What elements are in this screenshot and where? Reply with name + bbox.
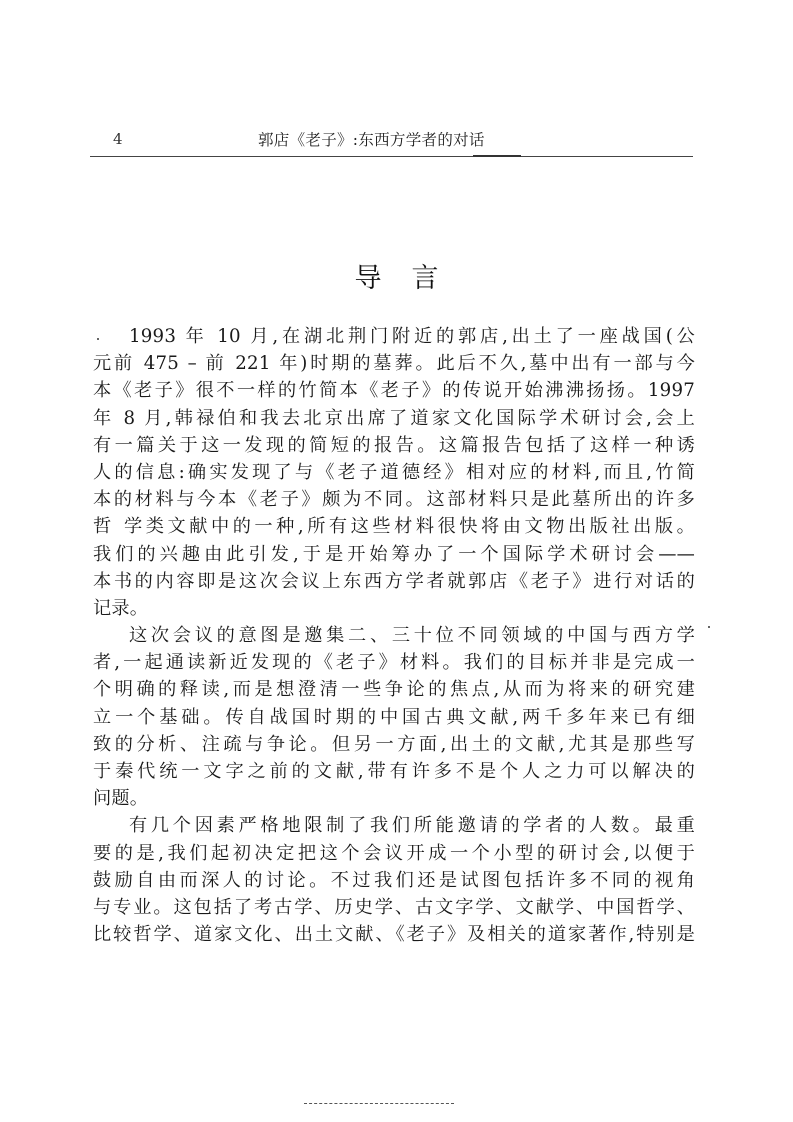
chapter-title: 导言 — [354, 263, 469, 295]
text-line: 问题。 — [93, 788, 149, 810]
text-line: 致的分析、注疏与争论。但另一方面,出土的文献,尤其是那些写 — [93, 733, 695, 755]
text-line: 与专业。这包括了考古学、历史学、古文字学、文献学、中国哲学、 — [93, 896, 695, 918]
text-line: 哲 学类文献中的一种,所有这些材料很快将由文物出版社出版。 — [93, 516, 695, 538]
text-line: 者,一起通读新近发现的《老子》材料。我们的目标并非是完成一 — [93, 652, 695, 674]
text-line: 元前 475 – 前 221 年)时期的墓葬。此后不久,墓中出有一部与今 — [93, 353, 695, 375]
running-header — [0, 128, 793, 158]
text-line: 本书的内容即是这次会议上东西方学者就郭店《老子》进行对话的 — [93, 570, 695, 592]
text-line: 于秦代统一文字之前的文献,带有许多不是个人之力可以解决的 — [93, 761, 695, 782]
header-rule — [90, 156, 693, 157]
text-line: 鼓励自由而深人的讨论。不过我们还是试图包括许多不同的视角 — [93, 869, 695, 891]
text-line: 有几个因素严格地限制了我们所能邀请的学者的人数。最重 — [129, 815, 695, 837]
text-line: 年 8 月,韩禄伯和我去北京出席了道家文化国际学术研讨会,会上 — [93, 407, 695, 429]
text-line: 立一个基础。传自战国时期的中国古典文献,两千多年来已有细 — [93, 706, 695, 728]
paragraph — [93, 323, 695, 622]
running-title: 郭店《老子》:东西方学者的对话 — [258, 131, 485, 149]
text-line: 有一篇关于这一发现的简短的报告。这篇报告包括了这样一种诱 — [93, 434, 695, 456]
body-text — [93, 323, 695, 948]
scan-artifact-footer — [304, 1103, 454, 1106]
paragraph — [93, 622, 695, 812]
scan-speck — [708, 626, 710, 628]
scan-speck — [97, 338, 99, 340]
text-line: 记录。 — [93, 597, 149, 619]
paragraph — [93, 812, 695, 948]
text-line: 要的是,我们起初决定把这个会议开成一个小型的研讨会,以便于 — [93, 842, 695, 864]
header-rule-smudge — [473, 155, 521, 157]
text-line: 这次会议的意图是邀集二、三十位不同领域的中国与西方学 — [129, 625, 695, 647]
text-line: 比较哲学、道家文化、出土文献、《老子》及相关的道家著作,特别是 — [93, 924, 695, 946]
text-line: 本的材料与今本《老子》颇为不同。这部材料只是此墓所出的许多 — [93, 489, 695, 511]
text-line: 本《老子》很不一样的竹简本《老子》的传说开始沸沸扬扬。1997 — [93, 380, 695, 402]
text-line: 1993 年 10 月,在湖北荆门附近的郭店,出土了一座战国(公 — [129, 326, 695, 347]
text-line: 人的信息:确实发现了与《老子道德经》相对应的材料,而且,竹简 — [93, 461, 695, 483]
text-line: 个明确的释读,而是想澄清一些争论的焦点,从而为将来的研究建 — [93, 679, 695, 701]
page-number: 4 — [113, 130, 123, 148]
text-line: 我们的兴趣由此引发,于是开始筹办了一个国际学术研讨会—— — [93, 543, 695, 565]
